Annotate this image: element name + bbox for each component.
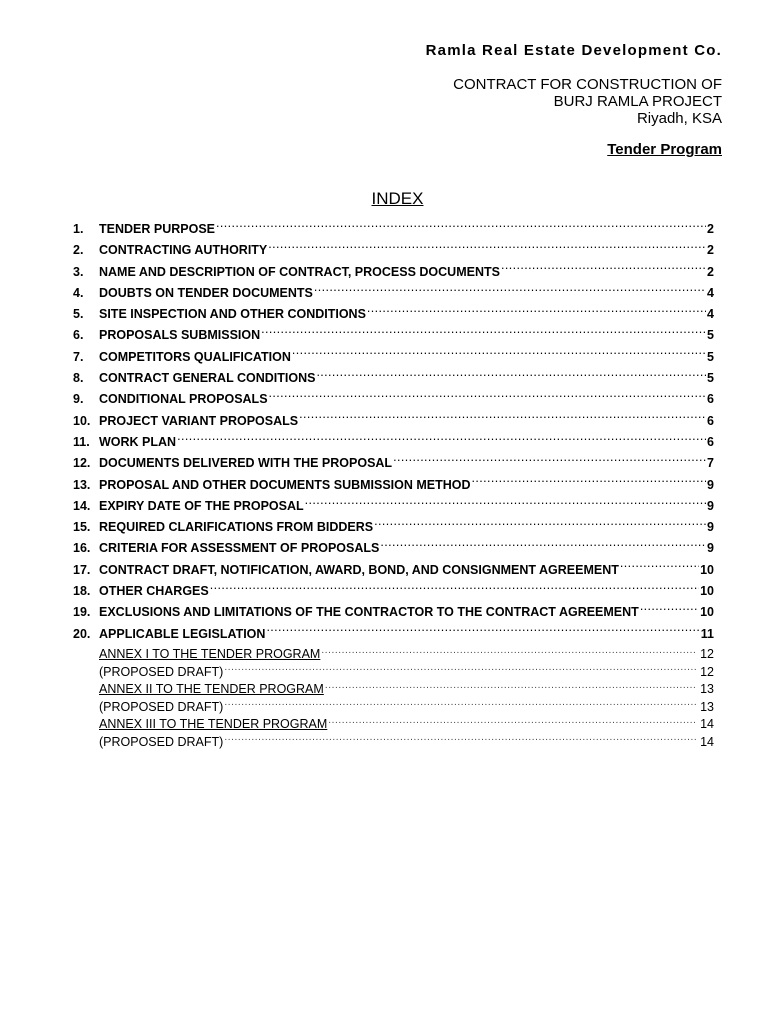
table-of-contents: [73, 219, 714, 645]
toc-entry-number: 3.: [73, 264, 84, 279]
toc-entry-page: 5: [707, 349, 714, 364]
toc-entry[interactable]: [73, 538, 714, 559]
toc-entry-title: PROPOSAL AND OTHER DOCUMENTS SUBMISSION METHOD: [99, 477, 471, 492]
toc-entry-page: 10: [700, 584, 714, 599]
toc-entry-number: 15.: [73, 520, 91, 535]
toc-dot-leader: [266, 626, 699, 638]
toc-dot-leader: [367, 306, 706, 318]
toc-entry-title: SITE INSPECTION AND OTHER CONDITIONS: [99, 307, 366, 322]
toc-entry-title: CONDITIONAL PROPOSALS: [99, 392, 268, 407]
annex-entry-page: 13: [700, 699, 714, 714]
toc-entry-number: 2.: [73, 243, 84, 258]
toc-entry[interactable]: [73, 262, 714, 283]
annex-entry-link[interactable]: ANNEX III TO THE TENDER PROGRAM: [99, 717, 328, 731]
annex-dot-leader: [321, 647, 697, 658]
annex-entry[interactable]: [99, 734, 714, 752]
toc-entry[interactable]: [73, 560, 714, 581]
annex-entry-page: 12: [700, 647, 714, 661]
toc-entry-title: CONTRACT GENERAL CONDITIONS: [99, 371, 316, 386]
toc-dot-leader: [261, 327, 706, 339]
toc-entry-number: 13.: [73, 477, 91, 492]
toc-entry-page: 9: [707, 541, 714, 556]
toc-entry-page: 6: [707, 434, 714, 449]
toc-entry[interactable]: [73, 368, 714, 389]
annex-entry-subtitle: (PROPOSED DRAFT): [99, 699, 224, 714]
toc-entry-title: PROPOSALS SUBMISSION: [99, 328, 261, 343]
toc-entry-number: 4.: [73, 285, 84, 300]
toc-entry-number: 18.: [73, 584, 91, 599]
toc-dot-leader: [640, 604, 699, 616]
toc-entry-number: 7.: [73, 349, 84, 364]
toc-entry[interactable]: [73, 475, 714, 496]
toc-entry-title: NAME AND DESCRIPTION OF CONTRACT, PROCESS DOCUMENTS: [99, 264, 500, 279]
toc-entry[interactable]: [73, 304, 714, 325]
toc-entry[interactable]: [73, 219, 714, 240]
toc-dot-leader: [210, 583, 699, 595]
toc-entry-page: 11: [700, 626, 714, 641]
toc-entry-page: 10: [700, 605, 714, 620]
toc-entry-title: PROJECT VARIANT PROPOSALS: [99, 413, 299, 428]
toc-entry-number: 19.: [73, 605, 91, 620]
annex-dot-leader: [224, 665, 697, 676]
toc-entry-title: APPLICABLE LEGISLATION: [99, 626, 266, 641]
toc-dot-leader: [268, 242, 706, 254]
toc-entry-number: 16.: [73, 541, 91, 556]
annex-entry-page: 14: [700, 717, 714, 731]
toc-entry[interactable]: [73, 496, 714, 517]
toc-entry-page: 5: [707, 328, 714, 343]
toc-dot-leader: [305, 498, 706, 510]
toc-dot-leader: [269, 391, 707, 403]
toc-entry-title: DOUBTS ON TENDER DOCUMENTS: [99, 285, 313, 300]
toc-dot-leader: [292, 349, 706, 361]
toc-entry[interactable]: [73, 624, 714, 645]
toc-dot-leader: [177, 434, 706, 446]
toc-entry-page: 2: [707, 222, 714, 236]
toc-entry-title: DOCUMENTS DELIVERED WITH THE PROPOSAL: [99, 456, 393, 471]
toc-entry-number: 10.: [73, 413, 91, 428]
contract-title-line: CONTRACT FOR CONSTRUCTION OF: [453, 76, 722, 93]
toc-entry-page: 6: [707, 413, 714, 428]
annex-dot-leader: [224, 735, 697, 746]
toc-entry-title: COMPETITORS QUALIFICATION: [99, 349, 291, 364]
toc-entry-number: 9.: [73, 392, 84, 407]
toc-entry[interactable]: [73, 389, 714, 410]
toc-dot-leader: [620, 562, 699, 574]
toc-entry[interactable]: [73, 325, 714, 346]
company-name: Ramla Real Estate Development Co.: [425, 42, 722, 59]
toc-entry-number: 20.: [73, 626, 91, 641]
toc-entry-number: 6.: [73, 328, 84, 343]
contract-title-block: [426, 76, 722, 127]
toc-entry-title: EXCLUSIONS AND LIMITATIONS OF THE CONTRACTOR TO THE CONTRACT AGREEMENT: [99, 605, 639, 620]
toc-entry-number: 1.: [73, 222, 84, 236]
toc-entry-number: 8.: [73, 371, 84, 386]
annex-entry-subtitle: (PROPOSED DRAFT): [99, 734, 224, 749]
toc-entry-title: CRITERIA FOR ASSESSMENT OF PROPOSALS: [99, 541, 380, 556]
annex-entry[interactable]: [99, 664, 714, 682]
project-name-line: BURJ RAMLA PROJECT: [553, 93, 722, 110]
location-line: Riyadh, KSA: [636, 110, 722, 127]
annex-entry[interactable]: [99, 646, 714, 664]
toc-entry-page: 9: [707, 520, 714, 535]
toc-dot-leader: [374, 519, 706, 531]
annex-entry-page: 13: [700, 682, 714, 696]
annex-entry[interactable]: [99, 716, 714, 734]
annex-entry-page: 14: [700, 734, 714, 749]
toc-entry[interactable]: [73, 411, 714, 432]
tender-program-heading: Tender Program: [607, 141, 722, 158]
toc-entry-title: CONTRACTING AUTHORITY: [99, 243, 268, 258]
toc-entry-page: 9: [707, 477, 714, 492]
toc-dot-leader: [216, 221, 706, 233]
toc-entry[interactable]: [73, 240, 714, 261]
annex-entry[interactable]: [99, 681, 714, 699]
annex-entry-subtitle: (PROPOSED DRAFT): [99, 664, 224, 679]
toc-entry-number: 5.: [73, 307, 84, 322]
annex-entry-page: 12: [700, 664, 714, 679]
annex-entry-link[interactable]: ANNEX I TO THE TENDER PROGRAM: [99, 647, 321, 661]
toc-entry-page: 10: [700, 562, 714, 577]
toc-entry-title: TENDER PURPOSE: [99, 222, 215, 236]
toc-entry-number: 17.: [73, 562, 91, 577]
toc-dot-leader: [393, 455, 706, 467]
toc-entry[interactable]: [73, 283, 714, 304]
toc-entry[interactable]: [73, 347, 714, 368]
annex-list: [99, 646, 714, 751]
toc-entry-title: OTHER CHARGES: [99, 584, 209, 599]
toc-entry-title: CONTRACT DRAFT, NOTIFICATION, AWARD, BOND, AND CONSIGNMENT AGREEMENT: [99, 562, 619, 577]
toc-entry-title: EXPIRY DATE OF THE PROPOSAL: [99, 498, 304, 513]
toc-entry[interactable]: [73, 602, 714, 623]
annex-entry-link[interactable]: ANNEX II TO THE TENDER PROGRAM: [99, 682, 324, 696]
toc-entry-number: 14.: [73, 498, 91, 513]
toc-entry-title: REQUIRED CLARIFICATIONS FROM BIDDERS: [99, 520, 374, 535]
toc-entry[interactable]: [73, 581, 714, 602]
toc-entry[interactable]: [73, 517, 714, 538]
toc-entry[interactable]: [73, 453, 714, 474]
toc-entry-page: 9: [707, 498, 714, 513]
toc-dot-leader: [314, 285, 706, 297]
document-header: [426, 42, 722, 159]
toc-dot-leader: [501, 264, 706, 276]
toc-entry-page: 6: [707, 392, 714, 407]
toc-entry[interactable]: [73, 432, 714, 453]
toc-entry-number: 12.: [73, 456, 91, 471]
toc-entry-page: 2: [707, 264, 714, 279]
toc-dot-leader: [316, 370, 706, 382]
annex-dot-leader: [224, 700, 697, 711]
toc-dot-leader: [380, 540, 706, 552]
annex-dot-leader: [328, 717, 697, 728]
index-heading: INDEX: [371, 189, 424, 208]
toc-entry-title: WORK PLAN: [99, 434, 177, 449]
toc-dot-leader: [299, 413, 706, 425]
toc-entry-page: 7: [707, 456, 714, 471]
toc-entry-page: 2: [707, 243, 714, 258]
annex-dot-leader: [325, 682, 697, 693]
toc-dot-leader: [472, 477, 707, 489]
annex-entry[interactable]: [99, 699, 714, 717]
toc-entry-number: 11.: [73, 434, 90, 449]
toc-entry-page: 4: [707, 285, 714, 300]
toc-entry-page: 5: [707, 371, 714, 386]
toc-entry-page: 4: [707, 307, 714, 322]
